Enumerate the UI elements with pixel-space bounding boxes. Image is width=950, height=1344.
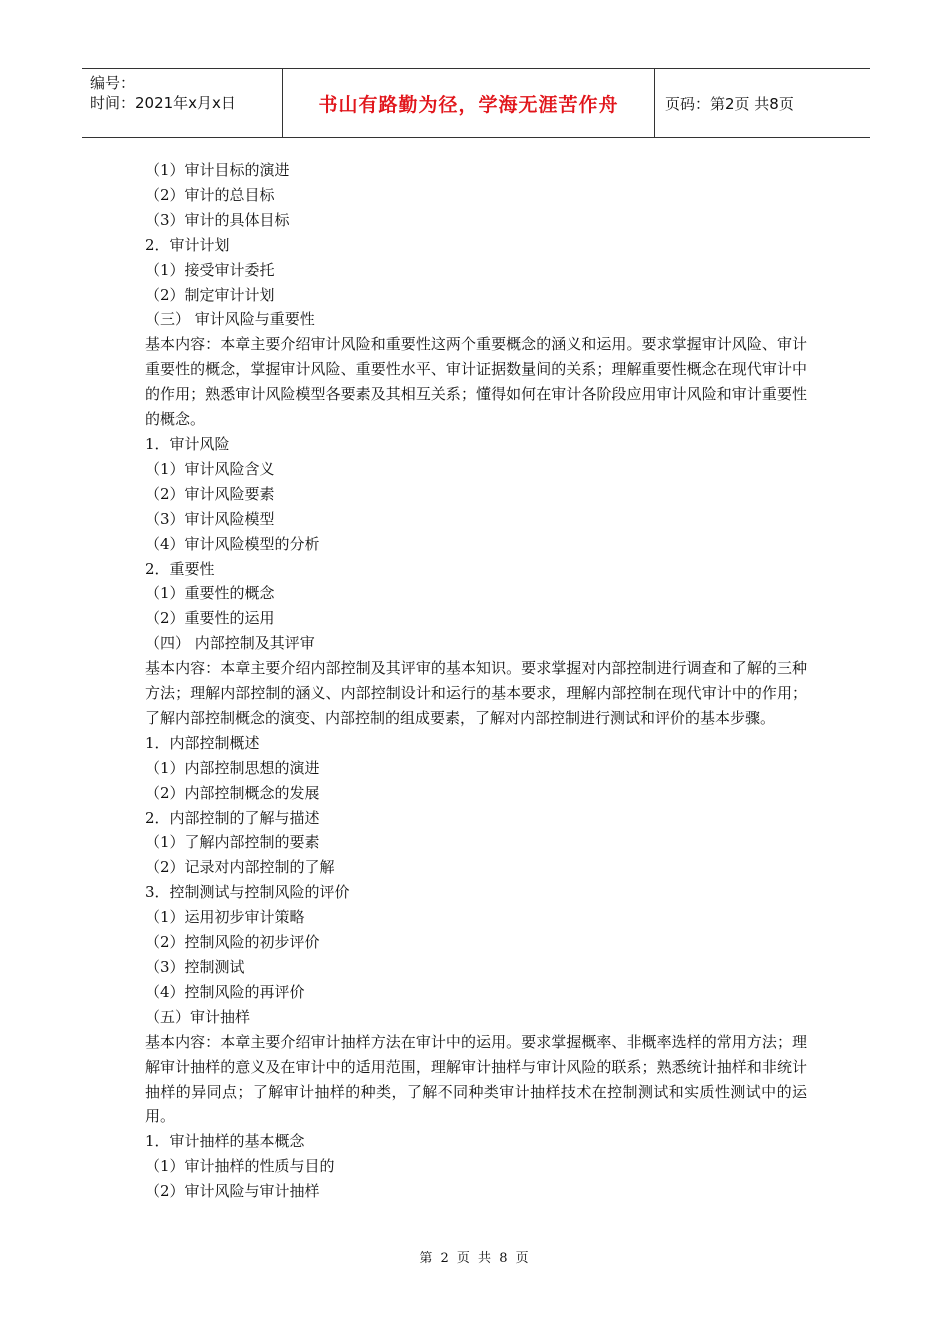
document-date-label: 时间：2021年x月x日 bbox=[90, 94, 236, 112]
outline-item: 2．审计计划 bbox=[145, 235, 230, 254]
outline-item: （2）记录对内部控制的了解 bbox=[145, 858, 335, 877]
outline-item: （1）审计抽样的性质与目的 bbox=[145, 1157, 335, 1176]
outline-item: 2．重要性 bbox=[145, 559, 215, 578]
outline-item: （2）审计风险与审计抽样 bbox=[145, 1182, 320, 1201]
outline-item: （1）审计风险含义 bbox=[145, 459, 275, 478]
header-motto: 书山有路勤为径，学海无涯苦作舟 bbox=[282, 69, 655, 137]
outline-item: （1）了解内部控制的要素 bbox=[145, 833, 320, 852]
outline-item: （2）重要性的运用 bbox=[145, 609, 275, 628]
outline-item: 1．审计抽样的基本概念 bbox=[145, 1132, 305, 1151]
document-number-label: 编号： bbox=[90, 74, 136, 92]
outline-item: （2）内部控制概念的发展 bbox=[145, 783, 320, 802]
outline-item: （3）审计风险模型 bbox=[145, 509, 275, 528]
outline-item: （1）运用初步审计策略 bbox=[145, 908, 305, 927]
section-heading: （五）审计抽样 bbox=[145, 1007, 251, 1026]
section-heading: （四） 内部控制及其评审 bbox=[145, 634, 315, 653]
outline-block-4 bbox=[145, 1129, 807, 1204]
outline-item: （2）审计风险要素 bbox=[145, 484, 275, 503]
section-summary-paragraph: 基本内容：本章主要介绍审计风险和重要性这两个重要概念的涵义和运用。要求掌握审计风险、审计重要性的概念，掌握审计风险、重要性水平、审计证据数量间的关系；理解重要性概念在现代审计中的作用；熟悉审计风险模型各要素及其相互关系；懂得如何在审计各阶段应用审计风险和审计重要性的概念。 bbox=[145, 335, 807, 429]
header-page-number: 页码：第2页 共8页 bbox=[665, 94, 794, 113]
outline-item: 1．审计风险 bbox=[145, 434, 230, 453]
outline-item: （1）内部控制思想的演进 bbox=[145, 758, 320, 777]
outline-item: 2．内部控制的了解与描述 bbox=[145, 808, 320, 827]
document-body bbox=[145, 158, 807, 1204]
page-footer: 第 2 页 共 8 页 bbox=[419, 1251, 531, 1266]
outline-item: （2）审计的总目标 bbox=[145, 185, 275, 204]
header-meta bbox=[82, 69, 282, 137]
outline-item: （1）接受审计委托 bbox=[145, 260, 275, 279]
outline-item: （1）重要性的概念 bbox=[145, 584, 275, 603]
outline-item: （4）审计风险模型的分析 bbox=[145, 534, 320, 553]
outline-item: （4）控制风险的再评价 bbox=[145, 982, 305, 1001]
outline-item: （3）控制测试 bbox=[145, 958, 245, 976]
outline-item: （2）制定审计计划 bbox=[145, 285, 275, 304]
section-summary-paragraph: 基本内容：本章主要介绍内部控制及其评审的基本知识。要求掌握对内部控制进行调查和了解的三种方法；理解内部控制的涵义、内部控制设计和运行的基本要求，理解内部控制在现代审计中的作用；了解内部控制概念的演变、内部控制的组成要素，了解对内部控制进行测试和评价的基本步骤。 bbox=[145, 659, 807, 727]
outline-item: 1．内部控制概述 bbox=[145, 733, 260, 752]
page-header bbox=[82, 68, 870, 138]
outline-item: 3．控制测试与控制风险的评价 bbox=[145, 883, 350, 902]
outline-block-1 bbox=[145, 158, 807, 332]
outline-item: （1）审计目标的演进 bbox=[145, 161, 290, 179]
outline-block-2 bbox=[145, 432, 807, 656]
outline-item: （2）控制风险的初步评价 bbox=[145, 933, 320, 952]
outline-item: （3）审计的具体目标 bbox=[145, 210, 290, 229]
outline-block-3 bbox=[145, 731, 807, 1030]
section-summary-paragraph: 基本内容：本章主要介绍审计抽样方法在审计中的运用。要求掌握概率、非概率选样的常用方法；理解审计抽样的意义及在审计中的适用范围，理解审计抽样与审计风险的联系；熟悉统计抽样和非统计抽样的异同点；了解审计抽样的种类，了解不同种类审计抽样技术在控制测试和实质性测试中的运用。 bbox=[145, 1032, 807, 1126]
section-heading: （三） 审计风险与重要性 bbox=[145, 310, 315, 329]
